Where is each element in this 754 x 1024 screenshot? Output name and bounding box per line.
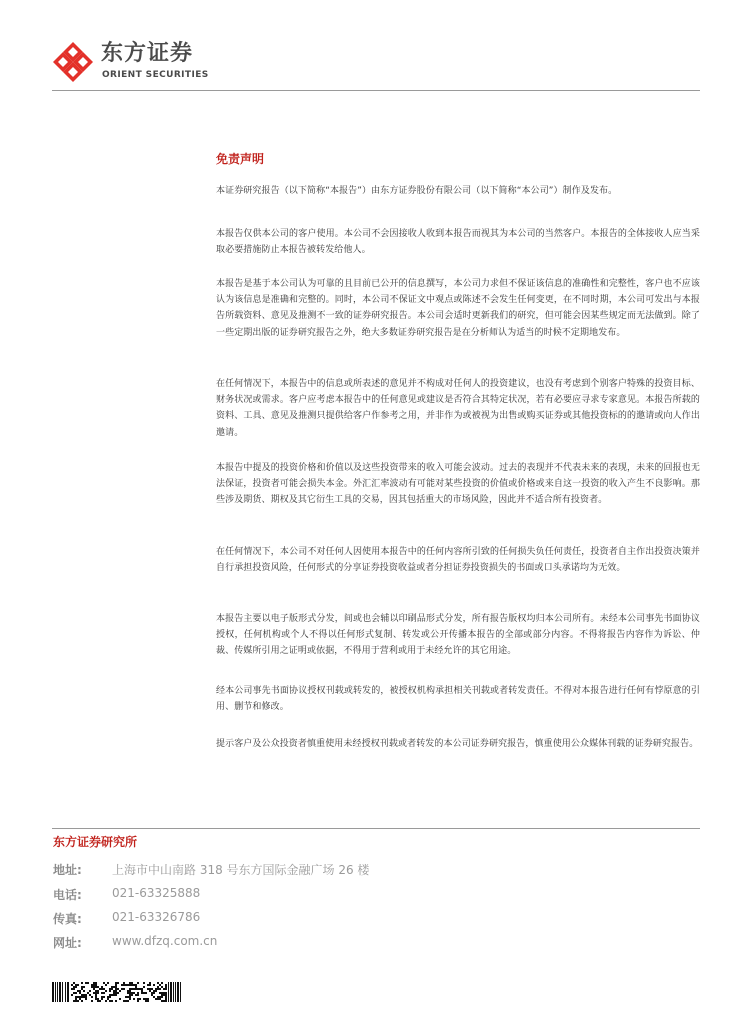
- pdf417-barcode-icon: [52, 982, 182, 1002]
- disclaimer-paragraph: 在任何情况下，本公司不对任何人因使用本报告中的任何内容所引致的任何损失负任何责任，投资者自主作出投资决策并自行承担投资风险，任何形式的分享证券投资收益或者分担证券投资损失的书面或口头承诺均为无效。: [216, 547, 700, 574]
- contact-label: 地址:: [53, 863, 82, 877]
- address-value: 上海市中山南路 318 号东方国际金融广场 26 楼: [112, 863, 370, 877]
- disclaimer-paragraph: 本报告主要以电子版形式分发，间或也会辅以印刷品形式分发，所有报告版权均归本公司所有。未经本公司事先书面协议授权，任何机构或个人不得以任何形式复制、转发或公开传播本报告的全部或部分内容。不得将报告内容作为诉讼、仲裁、传媒所引用之证明或依据，不得用于营利或用于未经允许的其它用途。: [216, 614, 700, 657]
- contact-label: 传真:: [53, 912, 82, 926]
- institute-name: 东方证券研究所: [53, 835, 138, 849]
- disclaimer-paragraph: 本证券研究报告（以下简称“本报告”）由东方证券股份有限公司（以下简称“本公司”）制作及发布。: [216, 186, 618, 196]
- page-header: [0, 0, 754, 92]
- disclaimer-paragraph: 提示客户及公众投资者慎重使用未经授权刊载或者转发的本公司证券研究报告，慎重使用公众媒体刊载的证券研究报告。: [216, 739, 699, 749]
- disclaimer-paragraph: 本报告中提及的投资价格和价值以及这些投资带来的收入可能会波动。过去的表现并不代表未来的表现，未来的回报也无法保证，投资者可能会损失本金。外汇汇率波动有可能对某些投资的价值或价格或来自这一投资的收入产生不良影响。那些涉及期货、期权及其它衍生工具的交易，因其包括重大的市场风险，因此并不适合所有投资者。: [216, 463, 700, 506]
- disclaimer-paragraph: 经本公司事先书面协议授权刊载或转发的，被授权机构承担相关刊载或者转发责任。不得对本报告进行任何有悖原意的引用、删节和修改。: [216, 686, 700, 713]
- disclaimer-paragraph: 在任何情况下，本报告中的信息或所表述的意见并不构成对任何人的投资建议，也没有考虑到个别客户特殊的投资目标、财务状况或需求。客户应考虑本报告中的任何意见或建议是否符合其特定状况，若有必要应寻求专家意见。本报告所载的资料、工具、意见及推测只提供给客户作参考之用，并非作为或被视为出售或购买证券或其他投资标的的邀请或向人作出邀请。: [216, 379, 700, 438]
- brand-name-en: ORIENT SECURITIES: [102, 70, 209, 80]
- fax-value: 021-63326786: [112, 910, 201, 924]
- footer-divider: [52, 828, 700, 829]
- disclaimer-paragraph: 本报告是基于本公司认为可靠的且目前已公开的信息撰写，本公司力求但不保证该信息的准确性和完整性，客户也不应该认为该信息是准确和完整的。同时，本公司不保证文中观点或陈述不会发生任何变更，在不同时期，本公司可发出与本报告所载资料、意见及推测不一致的证券研究报告。本公司会适时更新我们的研究，但可能会因某些规定而无法做到。除了一些定期出版的证券研究报告之外，绝大多数证券研究报告是在分析师认为适当的时候不定期地发布。: [216, 279, 700, 338]
- orient-securities-logo-icon: [52, 41, 94, 83]
- contact-label: 网址:: [53, 936, 82, 950]
- contact-label: 电话:: [53, 888, 82, 902]
- disclaimer-paragraph: 本报告仅供本公司的客户使用。本公司不会因接收人收到本报告而视其为本公司的当然客户。本报告的全体接收人应当采取必要措施防止本报告被转发给他人。: [216, 229, 700, 256]
- brand-name-cn: 东方证券: [101, 41, 194, 66]
- header-divider: [52, 90, 700, 91]
- disclaimer-title: 免责声明: [216, 152, 265, 166]
- phone-value: 021-63325888: [112, 886, 201, 900]
- website-link[interactable]: www.dfzq.com.cn: [112, 934, 218, 948]
